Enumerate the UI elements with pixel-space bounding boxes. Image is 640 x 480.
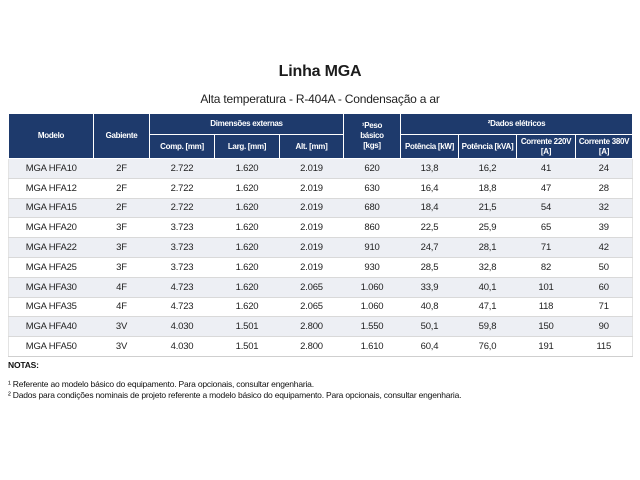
table-row	[9, 159, 633, 179]
table-row	[9, 198, 633, 218]
cell-potencia-kva: 18,8	[459, 178, 517, 198]
cell-larg: 1.620	[215, 159, 280, 179]
col-header-corrente-220v: Corrente 220V [A]	[517, 135, 576, 159]
header-group-row	[9, 114, 633, 135]
cell-corrente-220v: 118	[517, 297, 576, 317]
cell-modelo: MGA HFA30	[9, 277, 94, 297]
col-header-modelo: Modelo	[9, 114, 94, 159]
note-item: ¹ Referente ao modelo básico do equipamento. Para opcionais, consultar engenharia.	[8, 379, 314, 389]
cell-comp: 2.722	[150, 198, 215, 218]
cell-modelo: MGA HFA25	[9, 257, 94, 277]
cell-potencia-kw: 50,1	[401, 317, 459, 337]
cell-corrente-380v: 71	[576, 297, 633, 317]
cell-potencia-kva: 16,2	[459, 159, 517, 179]
cell-alt: 2.065	[280, 277, 344, 297]
cell-peso: 1.610	[344, 337, 401, 357]
cell-modelo: MGA HFA40	[9, 317, 94, 337]
spec-table	[8, 113, 633, 357]
table-row	[9, 178, 633, 198]
cell-corrente-380v: 90	[576, 317, 633, 337]
cell-larg: 1.620	[215, 277, 280, 297]
cell-modelo: MGA HFA22	[9, 238, 94, 258]
cell-gabiente: 3F	[94, 238, 150, 258]
cell-potencia-kva: 25,9	[459, 218, 517, 238]
table-row	[9, 257, 633, 277]
cell-peso: 910	[344, 238, 401, 258]
cell-corrente-220v: 101	[517, 277, 576, 297]
page-subtitle: Alta temperatura - R-404A - Condensação a ar	[200, 92, 440, 106]
cell-gabiente: 3F	[94, 218, 150, 238]
cell-larg: 1.620	[215, 178, 280, 198]
cell-comp: 3.723	[150, 257, 215, 277]
cell-corrente-380v: 39	[576, 218, 633, 238]
cell-potencia-kw: 40,8	[401, 297, 459, 317]
cell-potencia-kw: 18,4	[401, 198, 459, 218]
cell-potencia-kw: 22,5	[401, 218, 459, 238]
table-body	[9, 159, 633, 357]
cell-modelo: MGA HFA12	[9, 178, 94, 198]
cell-alt: 2.019	[280, 238, 344, 258]
cell-corrente-220v: 41	[517, 159, 576, 179]
table-row	[9, 238, 633, 258]
cell-potencia-kva: 59,8	[459, 317, 517, 337]
cell-corrente-220v: 54	[517, 198, 576, 218]
cell-potencia-kw: 60,4	[401, 337, 459, 357]
cell-comp: 2.722	[150, 178, 215, 198]
spec-table-wrapper	[8, 113, 632, 357]
cell-alt: 2.065	[280, 297, 344, 317]
cell-potencia-kva: 40,1	[459, 277, 517, 297]
cell-peso: 1.060	[344, 277, 401, 297]
cell-gabiente: 2F	[94, 178, 150, 198]
cell-peso: 1.060	[344, 297, 401, 317]
cell-larg: 1.620	[215, 218, 280, 238]
col-header-potencia-kw: Potência [kW]	[401, 135, 459, 159]
cell-comp: 4.723	[150, 297, 215, 317]
cell-comp: 4.030	[150, 317, 215, 337]
cell-peso: 860	[344, 218, 401, 238]
cell-gabiente: 4F	[94, 297, 150, 317]
cell-potencia-kw: 24,7	[401, 238, 459, 258]
cell-larg: 1.501	[215, 337, 280, 357]
cell-gabiente: 3V	[94, 337, 150, 357]
cell-corrente-220v: 82	[517, 257, 576, 277]
col-header-alt: Alt. [mm]	[280, 135, 344, 159]
cell-corrente-220v: 191	[517, 337, 576, 357]
cell-peso: 630	[344, 178, 401, 198]
cell-larg: 1.620	[215, 238, 280, 258]
cell-potencia-kva: 32,8	[459, 257, 517, 277]
group-header-dados-eletricos: ²Dados elétricos	[401, 114, 633, 135]
cell-larg: 1.620	[215, 198, 280, 218]
cell-comp: 3.723	[150, 238, 215, 258]
notes-heading: NOTAS:	[8, 360, 39, 370]
cell-gabiente: 4F	[94, 277, 150, 297]
cell-corrente-220v: 47	[517, 178, 576, 198]
col-header-peso-basico	[344, 114, 401, 159]
col-header-comp: Comp. [mm]	[150, 135, 215, 159]
cell-peso: 1.550	[344, 317, 401, 337]
cell-alt: 2.019	[280, 159, 344, 179]
table-row	[9, 337, 633, 357]
table-row	[9, 297, 633, 317]
cell-gabiente: 3V	[94, 317, 150, 337]
col-header-gabiente: Gabiente	[94, 114, 150, 159]
table-row	[9, 277, 633, 297]
cell-larg: 1.620	[215, 257, 280, 277]
cell-alt: 2.800	[280, 337, 344, 357]
table-row	[9, 317, 633, 337]
cell-corrente-380v: 24	[576, 159, 633, 179]
table-header	[9, 114, 633, 159]
cell-corrente-380v: 115	[576, 337, 633, 357]
cell-peso: 930	[344, 257, 401, 277]
cell-potencia-kva: 21,5	[459, 198, 517, 218]
cell-comp: 4.723	[150, 277, 215, 297]
col-header-larg: Larg. [mm]	[215, 135, 280, 159]
cell-modelo: MGA HFA35	[9, 297, 94, 317]
cell-corrente-220v: 150	[517, 317, 576, 337]
cell-potencia-kw: 13,8	[401, 159, 459, 179]
cell-gabiente: 3F	[94, 257, 150, 277]
page-title: Linha MGA	[278, 63, 362, 80]
cell-alt: 2.019	[280, 178, 344, 198]
cell-corrente-380v: 50	[576, 257, 633, 277]
group-header-dimensoes-externas: Dimensões externas	[150, 114, 344, 135]
col-header-peso-basico-label: ¹Peso básico [kgs]	[360, 121, 384, 150]
note-item: ² Dados para condições nominais de projeto referente a modelo básico do equipamento. Para opcionais, consultar engenharia.	[8, 390, 462, 400]
cell-larg: 1.620	[215, 297, 280, 317]
cell-potencia-kw: 33,9	[401, 277, 459, 297]
col-header-potencia-kva: Potência [kVA]	[459, 135, 517, 159]
cell-corrente-380v: 28	[576, 178, 633, 198]
cell-larg: 1.501	[215, 317, 280, 337]
cell-comp: 3.723	[150, 218, 215, 238]
cell-alt: 2.019	[280, 257, 344, 277]
cell-comp: 2.722	[150, 159, 215, 179]
cell-alt: 2.019	[280, 198, 344, 218]
cell-gabiente: 2F	[94, 198, 150, 218]
table-row	[9, 218, 633, 238]
cell-corrente-380v: 60	[576, 277, 633, 297]
cell-modelo: MGA HFA10	[9, 159, 94, 179]
cell-potencia-kw: 28,5	[401, 257, 459, 277]
cell-modelo: MGA HFA50	[9, 337, 94, 357]
cell-comp: 4.030	[150, 337, 215, 357]
cell-potencia-kva: 76,0	[459, 337, 517, 357]
cell-corrente-380v: 42	[576, 238, 633, 258]
cell-peso: 620	[344, 159, 401, 179]
cell-gabiente: 2F	[94, 159, 150, 179]
cell-corrente-220v: 71	[517, 238, 576, 258]
notes-list	[8, 379, 632, 401]
cell-corrente-380v: 32	[576, 198, 633, 218]
cell-alt: 2.019	[280, 218, 344, 238]
cell-alt: 2.800	[280, 317, 344, 337]
cell-modelo: MGA HFA15	[9, 198, 94, 218]
cell-potencia-kva: 28,1	[459, 238, 517, 258]
cell-corrente-220v: 65	[517, 218, 576, 238]
cell-modelo: MGA HFA20	[9, 218, 94, 238]
col-header-corrente-380v: Corrente 380V [A]	[576, 135, 633, 159]
cell-potencia-kva: 47,1	[459, 297, 517, 317]
cell-potencia-kw: 16,4	[401, 178, 459, 198]
cell-peso: 680	[344, 198, 401, 218]
